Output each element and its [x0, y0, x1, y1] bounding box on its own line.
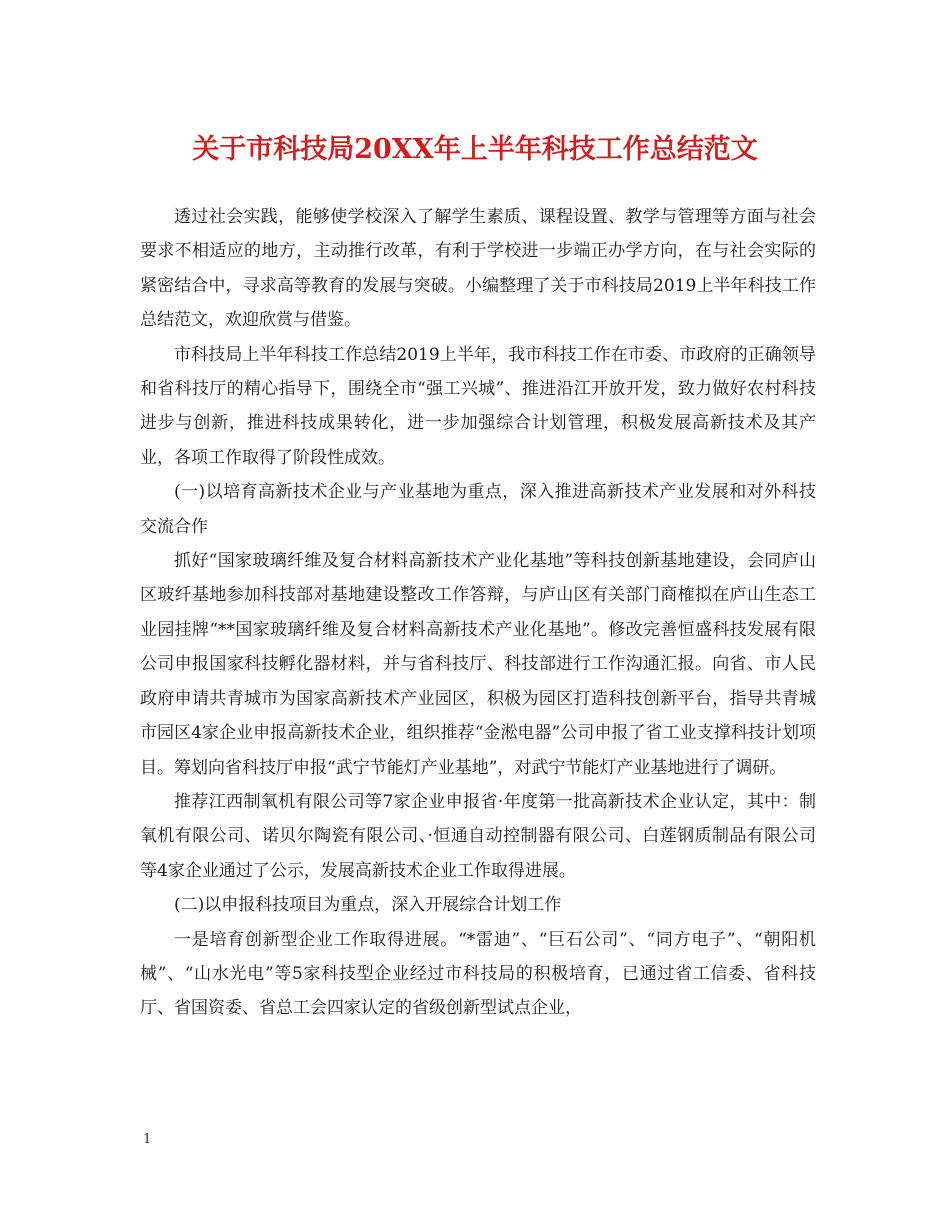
page-number: 1: [143, 1132, 152, 1147]
document-body: [140, 200, 816, 1026]
paragraph-base-construction: 抓好“国家玻璃纤维及复合材料高新技术产业化基地”等科技创新基地建设，会同庐山区玻纤基地参加科技部对基地建设整改工作答辩，与庐山区有关部门商榷拟在庐山生态工业园挂牌“**国家玻璃纤维及复合材料高新技术产业化基地”。修改完善恒盛科技发展有限公司申报国家科技孵化器材料，并与省科技厅、科技部进行工作沟通汇报。向省、市人民政府申请共青城市为国家高新技术产业园区，积极为园区打造科技创新平台，指导共青城市园区4家企业申报高新技术企业，组织推荐“金淞电器”公司申报了省工业支撑科技计划项目。筹划向省科技厅申报“武宁节能灯产业基地”，对武宁节能灯产业基地进行了调研。: [140, 551, 816, 778]
section-heading-2: (二)以申报科技项目为重点，深入开展综合计划工作: [174, 895, 562, 916]
document-title: 关于市科技局20XX年上半年科技工作总结范文: [192, 134, 758, 165]
paragraph-innovative-enterprises: 一是培育创新型企业工作取得进展。“*雷迪”、“巨石公司”、“同方电子”、“朝阳机械”、“山水光电”等5家科技型企业经过市科技局的积极培育，已通过省工信委、省科技厅、省国资委、省总工会四家认定的省级创新型试点企业，: [140, 929, 816, 1019]
paragraph-high-tech-enterprises: 推荐江西制氧机有限公司等7家企业申报省·年度第一批高新技术企业认定，其中：制氧机有限公司、诺贝尔陶瓷有限公司、·恒通自动控制器有限公司、白莲钢质制品有限公司等4家企业通过了公示，发展高新技术企业工作取得进展。: [140, 791, 816, 881]
paragraph-summary: 市科技局上半年科技工作总结2019上半年，我市科技工作在市委、市政府的正确领导和省科技厅的精心指导下，围绕全市“强工兴城”、推进沿江开放开发，致力做好农村科技进步与创新，推进科技成果转化，进一步加强综合计划管理，积极发展高新技术及其产业，各项工作取得了阶段性成效。: [140, 344, 816, 468]
paragraph-intro: 透过社会实践，能够使学校深入了解学生素质、课程设置、教学与管理等方面与社会要求不相适应的地方，主动推行改革，有利于学校进一步端正办学方向，在与社会实际的紧密结合中，寻求高等教育的发展与突破。小编整理了关于市科技局2019上半年科技工作总结范文，欢迎欣赏与借鉴。: [140, 207, 816, 331]
section-heading-1: (一)以培育高新技术企业与产业基地为重点，深入推进高新技术产业发展和对外科技交流合作: [140, 482, 816, 537]
